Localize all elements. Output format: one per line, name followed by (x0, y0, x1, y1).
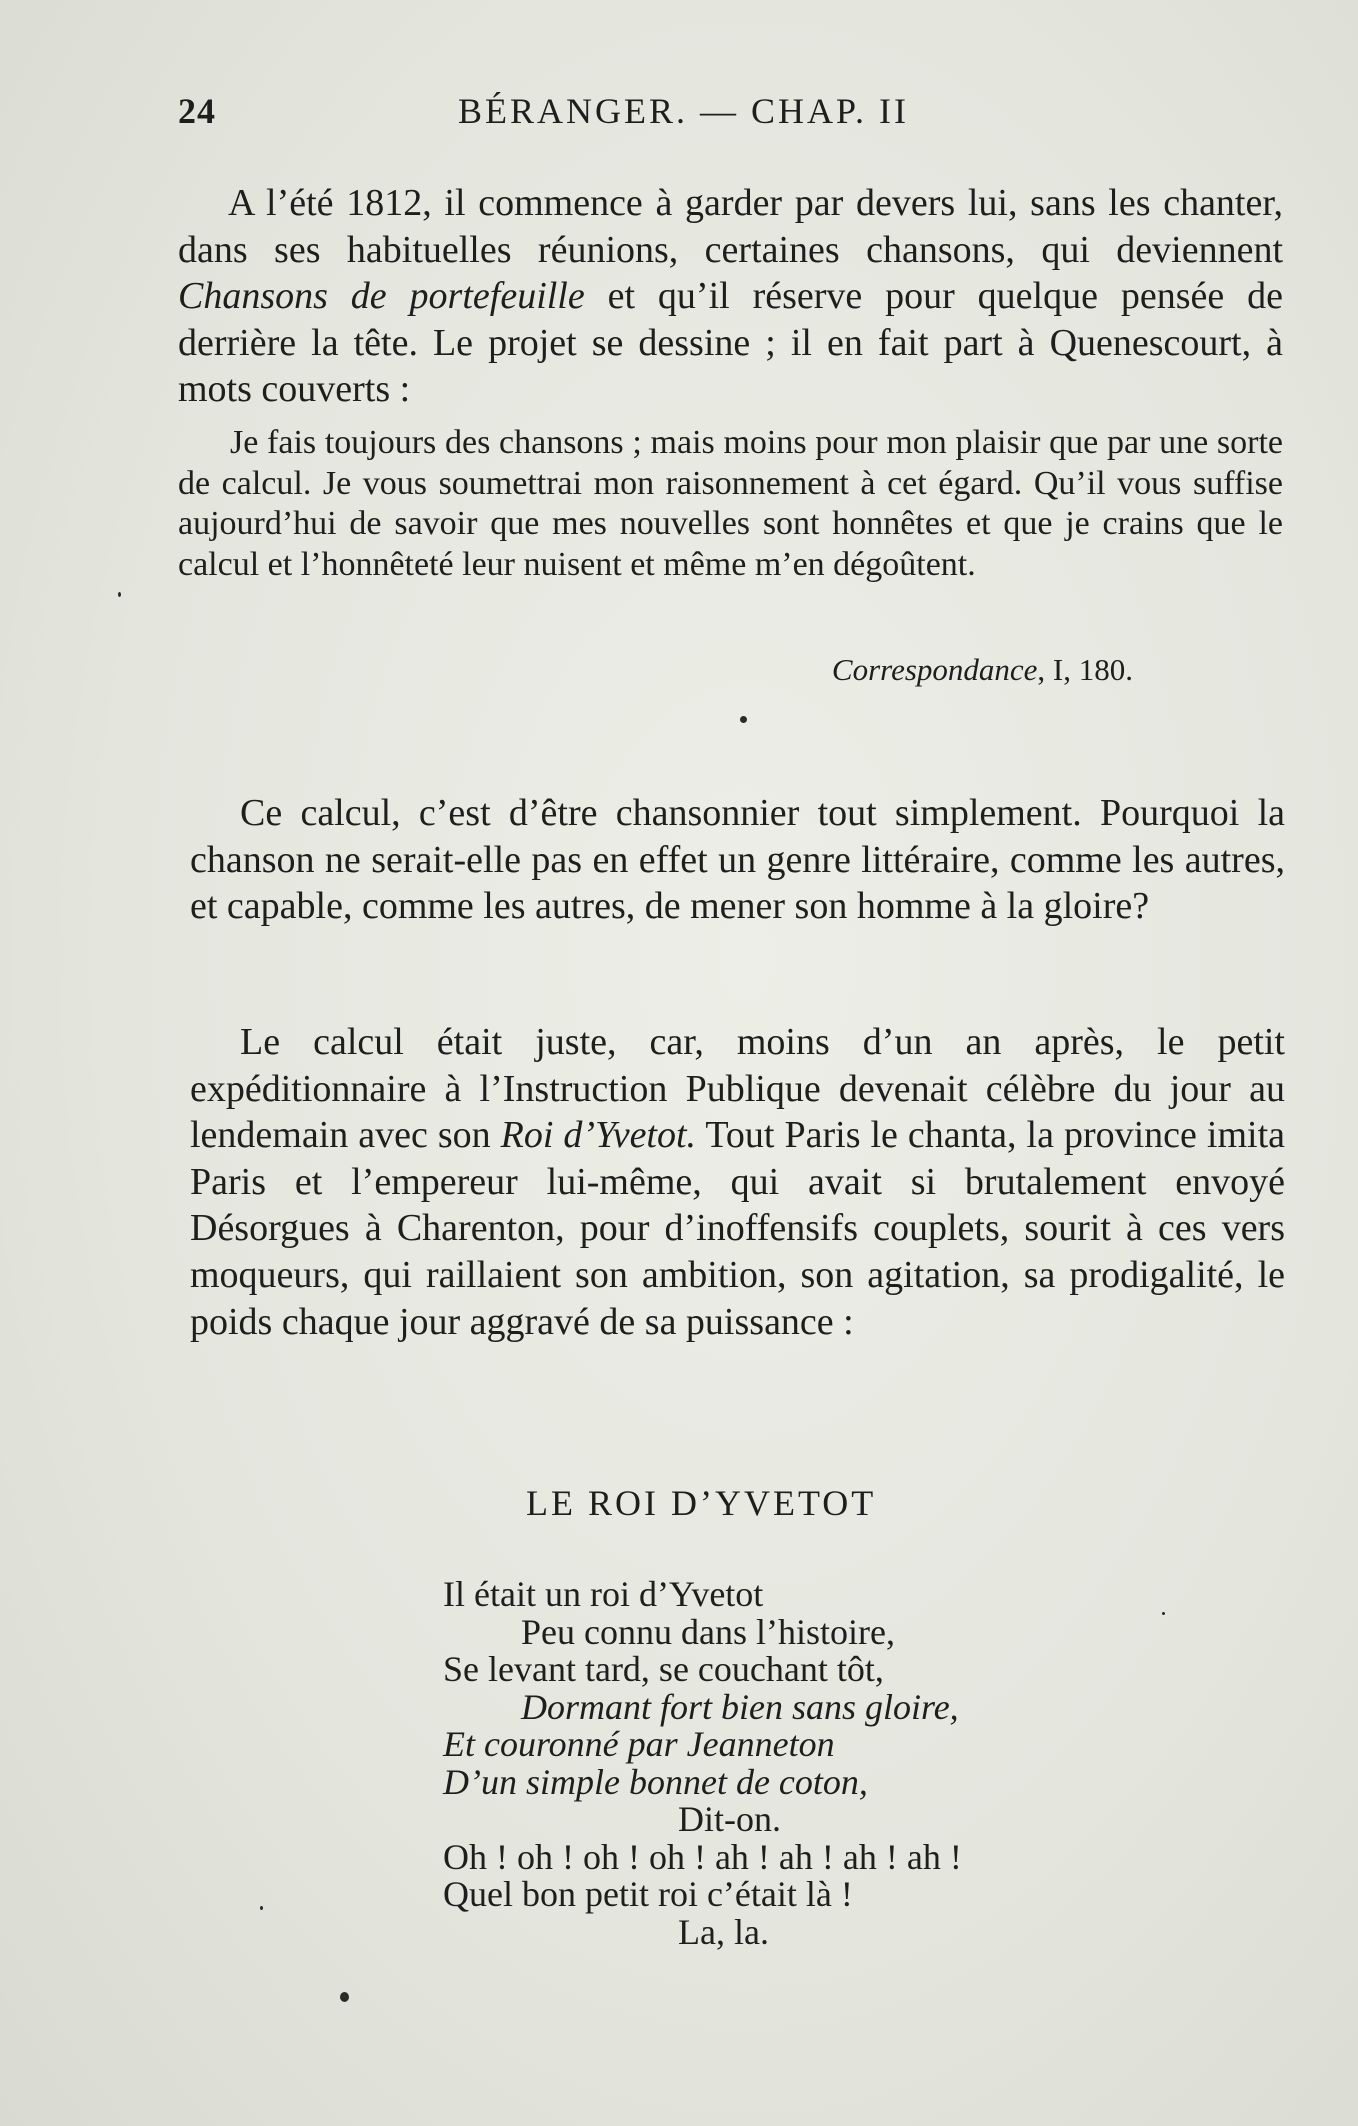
paragraph-3-text-start: Le calcul était juste, car, moins d’un an après, le petit expéditionnaire à l’Instruction Publique devenait célèbre du jour au lendemain avec son (190, 1021, 1285, 1157)
running-head (178, 90, 1283, 140)
paragraph-1 (178, 180, 1283, 413)
block-quote: Je fais toujours des chansons ; mais moins pour mon plaisir que par une sorte de calcul. Je vous soumettrai mon raisonnement à cet égard. Qu’il vous suffise aujourd’hui de savoir que mes nouvelles sont honnêtes et que je crains que le calcul et l’honnêteté leur nuisent et même m’en dégoûtent. (178, 424, 1283, 583)
quote-source-title: Correspondance (831, 652, 1038, 687)
poem-line: Peu connu dans l’histoire, (521, 1611, 895, 1652)
poem-line: Dit-on. (678, 1799, 781, 1839)
quote-source (832, 652, 1133, 688)
poem (443, 1576, 1143, 1951)
poem-line: Se levant tard, se couchant tôt, (443, 1649, 884, 1689)
poem-line: Quel bon petit roi c’était là ! (443, 1874, 853, 1914)
poem-line: D’un simple bonnet de coton, (443, 1761, 868, 1802)
poem-line: Oh ! oh ! oh ! oh ! ah ! ah ! ah ! ah ! (443, 1836, 962, 1877)
running-head-title: BÉRANGER. — CHAP. II (458, 91, 910, 131)
paper-speck (740, 716, 747, 723)
paper-speck (340, 1992, 349, 2002)
paper-speck (118, 592, 121, 597)
poem-line: Et couronné par Jeanneton (443, 1724, 835, 1764)
paper-speck (1162, 1612, 1165, 1615)
paragraph-1-text-start: A l’été 1812, il commence à garder par devers lui, sans les chanter, dans ses habituelles réunions, certaines chansons, qui deviennent (178, 182, 1283, 271)
book-page (178, 80, 1283, 2100)
page-number: 24 (178, 91, 216, 131)
paragraph-2: Ce calcul, c’est d’être chansonnier tout simplement. Pourquoi la chanson ne serait-elle pas en effet un genre littéraire, comme les autres, et capable, comme les autres, de mener son homme à la gloire? (190, 792, 1285, 928)
paragraph-1-text-end: et qu’il réserve pour quelque pensée de derrière la tête. Le projet se dessine ; il en fait part à Quenescourt, à mots couverts : (178, 275, 1283, 411)
poem-line: Dormant fort bien sans gloire, (521, 1686, 959, 1727)
paper-speck (260, 1906, 263, 1910)
paragraph-1-italic: Chansons de portefeuille (178, 275, 585, 318)
paragraph-3-italic: Roi d’Yvetot. (500, 1114, 697, 1157)
poem-title: LE ROI D’YVETOT (526, 1483, 877, 1523)
poem-line: Il était un roi d’Yvetot (443, 1574, 764, 1614)
quote-source-reference: , I, 180. (1037, 652, 1133, 687)
poem-line: La, la. (678, 1911, 769, 1952)
paragraph-3 (190, 1019, 1285, 1345)
paragraph-3-text-end: Tout Paris le chanta, la province imita Paris et l’empereur lui-même, qui avait si brutalement envoyé Désorgues à Charenton, pour d’inoffensifs couplets, sourit à ces vers moqueurs, qui raillaient son ambition, son agitation, sa prodigalité, le poids chaque jour aggravé de sa puissance : (190, 1114, 1285, 1343)
